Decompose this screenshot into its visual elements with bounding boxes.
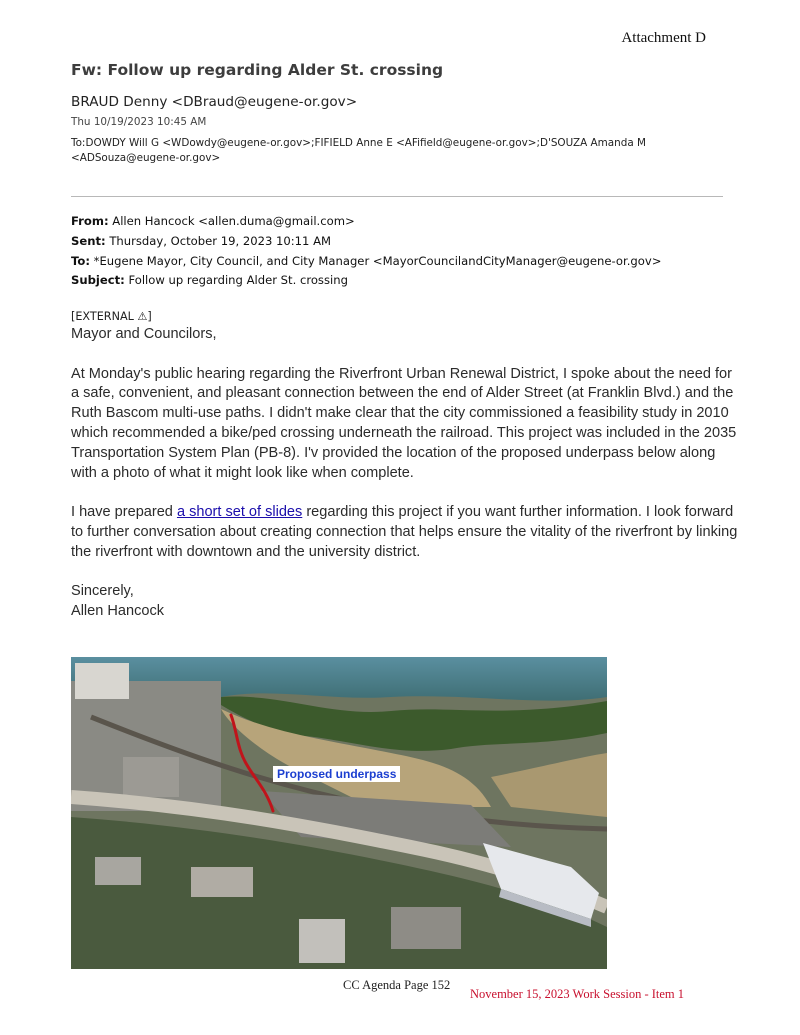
header-divider (71, 196, 723, 197)
body-paragraph-2-end: regarding this project if you want further information. I look forward to further conversation about creating connection that helps ensure the vitality of the riverfront by linking the riverfront with downtown and the university district. (71, 504, 738, 560)
forwarded-to-row (71, 252, 771, 272)
attachment-label: Attachment D (621, 30, 706, 46)
forwarded-sent-row (71, 232, 771, 252)
building-riverside (75, 663, 129, 699)
forwarded-from-row (71, 212, 771, 232)
body-signature: Allen Hancock (71, 603, 164, 620)
email-recipients: To:DOWDY Will G <WDowdy@eugene-or.gov>;FIFIELD Anne E <AFifield@eugene-or.gov>;D'SOUZA Amanda M <ADSouza@eugene-or.gov> (71, 137, 646, 164)
forwarded-subject-label: Subject: (71, 273, 125, 288)
email-sender[interactable]: BRAUD Denny <DBraud@eugene-or.gov> (71, 94, 358, 110)
email-subject-title: Fw: Follow up regarding Alder St. crossing (71, 61, 444, 79)
forwarded-subject-row (71, 271, 771, 291)
external-tag: [EXTERNAL ⚠] (71, 310, 152, 323)
forwarded-to-value: *Eugene Mayor, City Council, and City Manager <MayorCouncilandCityManager@eugene-or.gov> (93, 253, 662, 268)
building-south-3 (299, 919, 345, 963)
forwarded-to-label: To: (71, 253, 90, 268)
building-south-1 (95, 857, 141, 885)
forwarded-sent-label: Sent: (71, 233, 106, 248)
forwarded-from-value: Allen Hancock <allen.duma@gmail.com> (112, 214, 355, 228)
email-sent-date: Thu 10/19/2023 10:45 AM (71, 116, 207, 128)
forwarded-header (71, 212, 771, 291)
agenda-page: CC Agenda Page 152 (343, 978, 451, 992)
work-session-label: November 15, 2023 Work Session - Item 1 (470, 987, 685, 1001)
body-closing: Sincerely, (71, 583, 134, 600)
body-paragraph-1: At Monday's public hearing regarding the Riverfront Urban Renewal District, I spoke about the need for a safe, convenient, and pleasant connection between the end of Alder Street (at Franklin Blvd.) and the Ruth Bascom multi-use paths. I didn't make clear that the city commissioned a feasibility study in 2010 which recommended a bike/ped crossing underneath the railroad. This project was included in the 2035 Transportation System Plan (PB-8). I'v provided the location of the proposed underpass below along with a photo of what it might look like when complete. (71, 365, 737, 481)
parking-south (391, 907, 461, 949)
building-block (123, 757, 179, 797)
email-body (71, 325, 741, 642)
forwarded-subject-value: Follow up regarding Alder St. crossing (128, 273, 348, 288)
underpass-label: Proposed underpass (273, 766, 400, 782)
aerial-photo (71, 657, 607, 969)
body-paragraph-2-start: I have prepared (71, 504, 177, 521)
slides-link[interactable]: a short set of slides (176, 504, 303, 521)
forwarded-from-label: From: (71, 214, 109, 228)
body-greeting: Mayor and Councilors, (71, 326, 217, 342)
forwarded-sent-value: Thursday, October 19, 2023 10:11 AM (109, 233, 332, 248)
building-south-2 (191, 867, 253, 897)
body-closing-block (71, 582, 741, 622)
body-paragraph-2 (71, 503, 741, 562)
aerial-photo-graphic (71, 657, 607, 969)
